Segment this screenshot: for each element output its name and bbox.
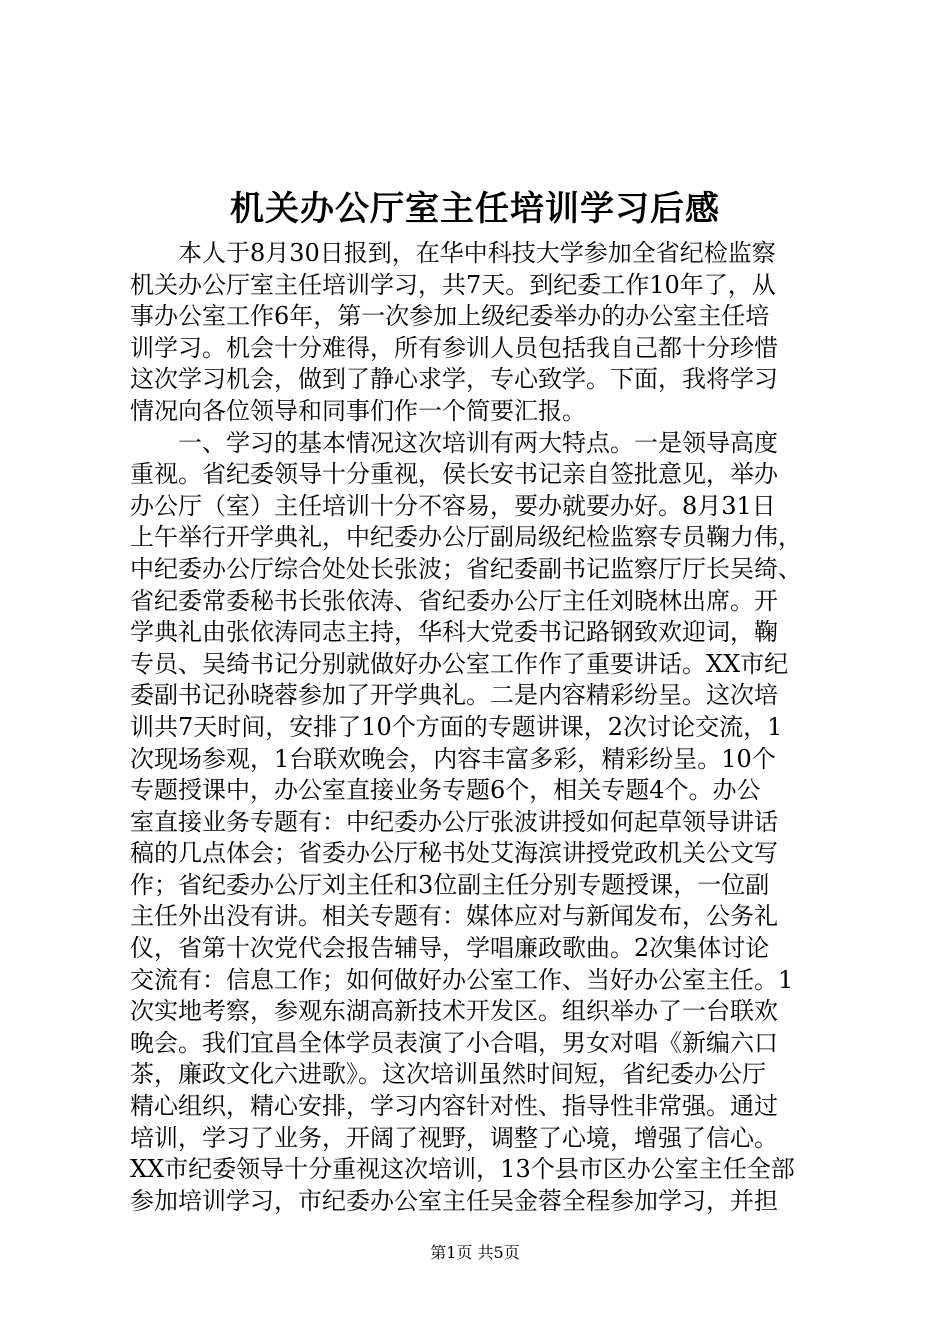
text-line: 情况向各位领导和同事们作一个简要汇报。 — [130, 396, 586, 425]
text-line: 晚会。我们宜昌全体学员表演了小合唱，男女对唱《新编六口 — [130, 1028, 778, 1057]
document-body — [130, 238, 830, 1217]
text-line: 一、学习的基本情况这次培训有两大特点。一是领导高度 — [130, 428, 778, 457]
text-line: 事办公室工作6年，第一次参加上级纪委举办的办公室主任培 — [130, 302, 770, 331]
text-line: 本人于8月30日报到，在华中科技大学参加全省纪检监察 — [130, 239, 776, 267]
text-line: 参加培训学习，市纪委办公室主任吴金蓉全程参加学习，并担 — [130, 1186, 778, 1215]
text-line: 次实地考察，参观东湖高新技术开发区。组织举办了一台联欢 — [130, 997, 778, 1026]
text-line: 主任外出没有讲。相关专题有：媒体应对与新闻发布，公务礼 — [130, 902, 778, 931]
text-line: 仪，省第十次党代会报告辅导，学唱廉政歌曲。2次集体讨论 — [130, 934, 770, 963]
text-line: 次现场参观，1台联欢晚会，内容丰富多彩，精彩纷呈。10个 — [130, 744, 776, 773]
page-number: 第1页 共5页 — [430, 1243, 520, 1262]
text-line: 这次学习机会，做到了静心求学，专心致学。下面，我将学习 — [130, 365, 778, 394]
text-line: 训学习。机会十分难得，所有参训人员包括我自己都十分珍惜 — [130, 333, 778, 362]
text-line: 省纪委常委秘书长张依涛、省纪委办公厅主任刘晓林出席。开 — [130, 586, 778, 615]
text-line: 办公厅（室）主任培训十分不容易，要办就要办好。8月31日 — [130, 491, 776, 520]
document-title: 机关办公厅室主任培训学习后感 — [230, 189, 720, 229]
text-line: 重视。省纪委领导十分重视，侯长安书记亲自签批意见，举办 — [130, 460, 778, 489]
text-line: 专员、吴绮书记分别就做好办公室工作作了重要讲话。XX市纪 — [130, 649, 789, 678]
text-line: 委副书记孙晓蓉参加了开学典礼。二是内容精彩纷呈。这次培 — [130, 681, 778, 710]
text-line: XX市纪委领导十分重视这次培训，13个县市区办公室主任全部 — [130, 1155, 795, 1184]
text-line: 培训，学习了业务，开阔了视野，调整了心境，增强了信心。 — [130, 1123, 778, 1152]
text-line: 专题授课中，办公室直接业务专题6个，相关专题4个。办公 — [130, 776, 761, 805]
text-line: 机关办公厅室主任培训学习，共7天。到纪委工作10年了，从 — [130, 270, 776, 299]
text-line: 上午举行开学典礼，中纪委办公厅副局级纪检监察专员鞠力伟， — [130, 523, 802, 552]
paragraph-1 — [130, 238, 830, 428]
text-line: 室直接业务专题有：中纪委办公厅张波讲授如何起草领导讲话 — [130, 807, 778, 836]
text-line: 训共7天时间，安排了10个方面的专题讲课，2次讨论交流，1 — [130, 712, 783, 741]
text-line: 稿的几点体会；省委办公厅秘书处艾海滨讲授党政机关公文写 — [130, 839, 778, 868]
text-line: 精心组织，精心安排，学习内容针对性、指导性非常强。通过 — [130, 1092, 778, 1121]
text-line: 中纪委办公厅综合处处长张波；省纪委副书记监察厅厅长吴绮、 — [130, 554, 802, 583]
paragraph-2 — [130, 428, 830, 1218]
text-line: 作；省纪委办公厅刘主任和3位副主任分别专题授课，一位副 — [130, 870, 770, 899]
text-line: 茶，廉政文化六进歌》。这次培训虽然时间短，省纪委办公厅 — [130, 1060, 766, 1089]
text-line: 交流有：信息工作；如何做好办公室工作、当好办公室主任。1 — [130, 965, 794, 994]
text-line: 学典礼由张依涛同志主持，华科大党委书记路钢致欢迎词，鞠 — [130, 618, 778, 647]
